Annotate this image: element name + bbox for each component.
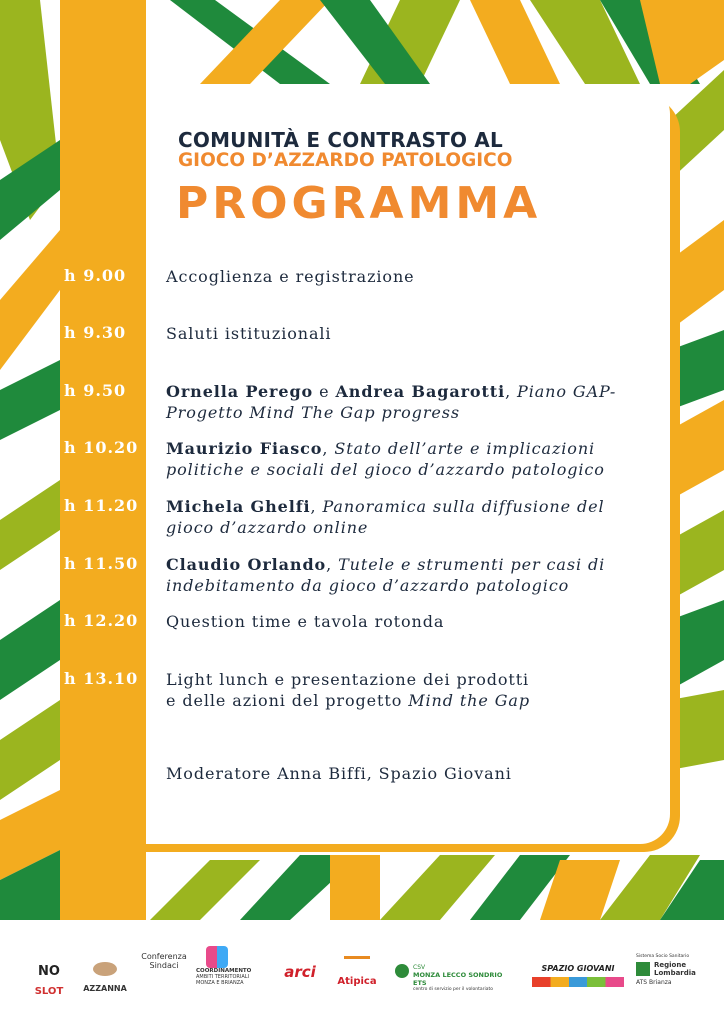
schedule-time: h 12.20 bbox=[64, 611, 139, 630]
csv-logo: CSV MONZA LECCO SONDRIO ETS centro di servizio per il volontariato bbox=[395, 964, 517, 992]
atipica-logo: Atipica bbox=[332, 956, 382, 988]
schedule-time: h 11.50 bbox=[64, 554, 139, 573]
schedule-time: h 13.10 bbox=[64, 669, 139, 688]
partner-logos bbox=[0, 920, 724, 1024]
schedule-time: h 11.20 bbox=[64, 496, 139, 515]
azzanna-logo: AZZANNA bbox=[80, 962, 130, 995]
spazio-giovani-logo: SPAZIO GIOVANI bbox=[532, 956, 624, 987]
schedule-text: Michela Ghelfi, Panoramica sulla diffusione del gioco d’azzardo online bbox=[166, 497, 605, 537]
noslot-logo: NO SLOT bbox=[34, 964, 64, 997]
title-line-2: GIOCO D’AZZARDO PATOLOGICO bbox=[178, 150, 513, 171]
schedule-text: Light lunch e presentazione dei prodotti e delle azioni del progetto Mind the Gap bbox=[166, 670, 531, 710]
arci-logo: arci bbox=[284, 963, 316, 981]
schedule-text: Accoglienza e registrazione bbox=[166, 267, 415, 286]
schedule-text: Maurizio Fiasco, Stato dell’arte e implicazioni politiche e sociali del gioco d’azzardo patologico bbox=[166, 439, 605, 479]
conferenza-sindaci-logo: Conferenza Sindaci bbox=[141, 952, 187, 970]
schedule-text: Saluti istituzionali bbox=[166, 324, 332, 343]
title-line-1: COMUNITÀ E CONTRASTO AL bbox=[178, 128, 503, 152]
schedule-text: Claudio Orlando, Tutele e strumenti per casi di indebitamento da gioco d’azzardo patologico bbox=[166, 555, 606, 595]
moderator-line: Moderatore Anna Biffi, Spazio Giovani bbox=[166, 764, 512, 783]
schedule-time: h 9.50 bbox=[64, 381, 127, 400]
schedule-text: Question time e tavola rotonda bbox=[166, 612, 445, 631]
schedule-time: h 10.20 bbox=[64, 438, 139, 457]
page-title: PROGRAMMA bbox=[176, 178, 542, 229]
schedule-time: h 9.00 bbox=[64, 266, 127, 285]
coordinamento-logo: COORDINAMENTO AMBITI TERRITORIALI MONZA E BRIANZA bbox=[196, 946, 268, 986]
regione-lombardia-logo: Sistema Socio Sanitario Regione Lombardia ATS Brianza bbox=[636, 954, 696, 986]
schedule-time: h 9.30 bbox=[64, 323, 127, 342]
schedule-text: Ornella Perego e Andrea Bagarotti, Piano GAP- Progetto Mind The Gap progress bbox=[166, 382, 617, 422]
